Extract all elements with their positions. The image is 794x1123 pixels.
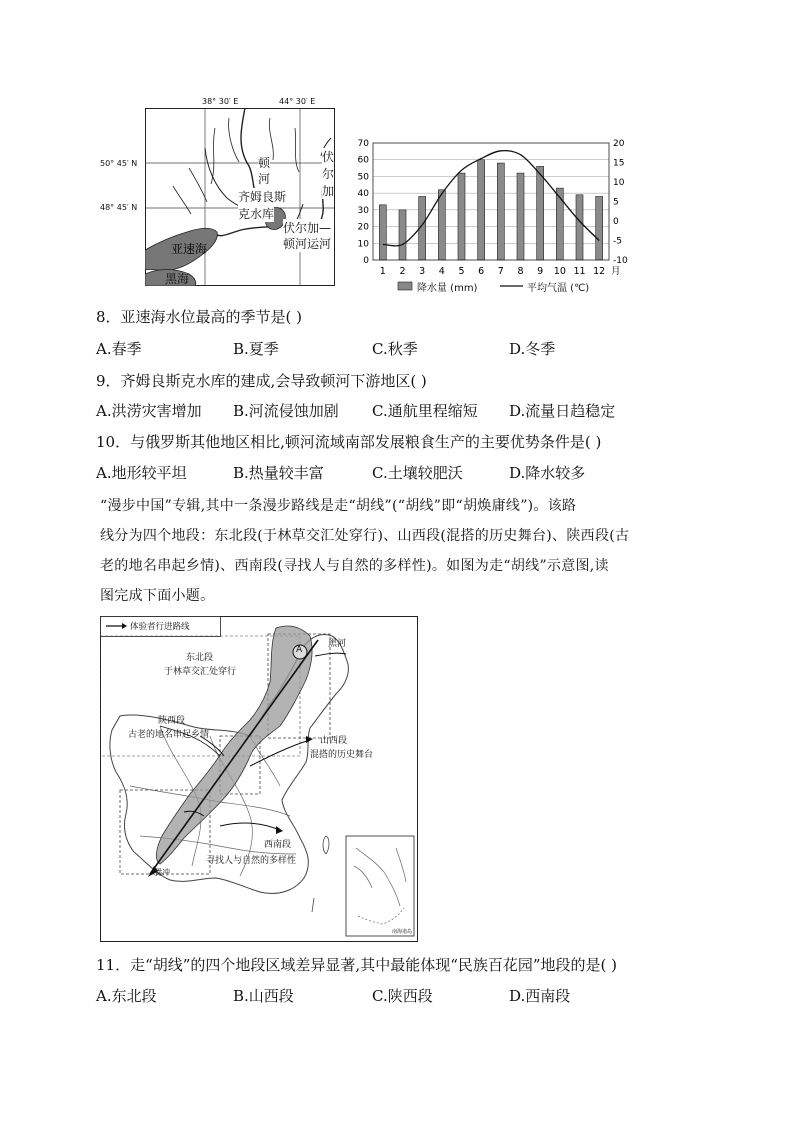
precip-bar xyxy=(478,160,485,260)
precip-bar xyxy=(497,163,504,260)
left-tick-label: 60 xyxy=(357,155,369,166)
lon-label-2: 44° 30′ E xyxy=(279,97,316,106)
lon-label-1: 38° 30′ E xyxy=(202,97,239,106)
legend-precip-swatch xyxy=(398,282,412,290)
lat-label-1: 50° 45′ N xyxy=(100,159,138,168)
month-tick-label: 7 xyxy=(497,266,504,277)
question-11-option-a[interactable]: A.东北段 xyxy=(96,987,157,1005)
right-tick-label: 15 xyxy=(613,158,625,169)
month-tick-label: 4 xyxy=(438,266,445,277)
right-tick-label: 20 xyxy=(613,139,625,149)
question-11-option-c[interactable]: C.陕西段 xyxy=(372,987,433,1005)
question-9-option-b[interactable]: B.河流侵蚀加剧 xyxy=(233,402,339,420)
question-10-option-a[interactable]: A.地形较平坦 xyxy=(96,464,187,482)
precip-bar xyxy=(576,195,583,260)
precip-bar xyxy=(537,166,544,260)
question-8-option-a[interactable]: A.春季 xyxy=(96,340,142,358)
month-tick-label: 10 xyxy=(553,266,566,277)
question-8-option-d[interactable]: D.冬季 xyxy=(509,340,556,358)
precip-bar xyxy=(379,205,386,260)
left-tick-label: 0 xyxy=(363,256,369,266)
map2-sx-title: 陕西段 xyxy=(158,716,186,726)
label-black-sea: 黑海 xyxy=(165,272,190,286)
label-don-2: 河 xyxy=(258,172,271,186)
left-tick-label: 40 xyxy=(357,189,369,200)
question-9-option-a[interactable]: A.洪涝灾害增加 xyxy=(96,402,202,420)
label-don-1: 顿 xyxy=(258,156,271,170)
label-reservoir-2: 克水库 xyxy=(238,207,275,221)
map2-shanxi-title: 山西段 xyxy=(320,736,348,746)
question-11-stem: 11．走“胡线”的四个地段区域差异显著,其中最能体现“民族百花园”地段的是( ) xyxy=(96,956,618,974)
month-unit-label: 月 xyxy=(611,266,621,277)
label-volga-1: 伏 xyxy=(322,150,335,164)
question-10-option-d[interactable]: D.降水较多 xyxy=(509,464,586,482)
month-tick-label: 3 xyxy=(419,266,426,277)
left-tick-label: 50 xyxy=(357,172,369,183)
question-8-option-b[interactable]: B.夏季 xyxy=(233,340,279,358)
map2-heihe: 黑河 xyxy=(328,639,347,649)
map2-ne-desc: 于林草交汇处穿行 xyxy=(164,667,237,677)
question-10-stem: 10．与俄罗斯其他地区相比,顿河流域南部发展粮食生产的主要优势条件是( ) xyxy=(96,433,602,451)
left-tick-label: 20 xyxy=(357,222,369,233)
month-tick-label: 6 xyxy=(478,266,485,277)
lat-label-2: 48° 45′ N xyxy=(100,203,138,212)
label-azov: 亚速海 xyxy=(171,242,208,256)
question-9-option-d[interactable]: D.流量日趋稳定 xyxy=(509,402,616,420)
month-tick-label: 8 xyxy=(517,266,524,277)
legend-precip-label: 降水量 (mm) xyxy=(417,283,478,294)
temperature-line xyxy=(383,151,599,246)
map2-ne-title: 东北段 xyxy=(186,653,214,663)
question-8-option-c[interactable]: C.秋季 xyxy=(372,340,418,358)
precip-bar xyxy=(596,196,603,260)
question-11-option-b[interactable]: B.山西段 xyxy=(233,987,294,1005)
month-tick-label: 11 xyxy=(573,266,586,277)
precip-bar xyxy=(517,173,524,260)
precip-bar xyxy=(438,190,445,260)
month-tick-label: 9 xyxy=(537,266,544,277)
passage-line-3: 老的地名串起乡情)、西南段(寻找人与自然的多样性)。如图为走“胡线”示意图,读 xyxy=(100,558,609,574)
label-canal-1: 伏尔加— xyxy=(283,221,332,235)
passage-line-2: 线分为四个地段：东北段(于林草交汇处穿行)、山西段(混搭的历史舞台)、陕西段(古 xyxy=(100,528,630,544)
month-tick-label: 5 xyxy=(458,266,465,277)
map2-legend-label: 体验者行进路线 xyxy=(130,622,190,632)
question-8-stem: 8．亚速海水位最高的季节是( ) xyxy=(96,308,303,326)
month-tick-label: 1 xyxy=(379,266,386,277)
question-9-stem: 9．齐姆良斯克水库的建成,会导致顿河下游地区( ) xyxy=(96,372,427,390)
passage-line-4: 图完成下面小题。 xyxy=(100,588,215,604)
right-tick-label: -5 xyxy=(613,236,622,247)
label-canal-2: 顿河运河 xyxy=(283,237,332,251)
label-volga-2: 尔 xyxy=(322,167,335,181)
right-tick-label: 10 xyxy=(613,178,625,188)
map2-tengchong: 腾冲 xyxy=(154,868,170,877)
legend-temp-label: 平均气温 (℃) xyxy=(527,283,590,294)
map2-sw-desc: 寻找人与自然的多样性 xyxy=(206,856,297,866)
map2-sw-title: 西南段 xyxy=(264,840,292,850)
precip-bar xyxy=(556,188,563,260)
question-10-option-c[interactable]: C.土壤较肥沃 xyxy=(372,464,463,482)
right-tick-label: 0 xyxy=(613,217,619,227)
hu-line-map-svg xyxy=(100,616,418,942)
precip-bar xyxy=(458,173,465,260)
precip-bar xyxy=(399,210,406,260)
climate-chart xyxy=(345,132,635,297)
map2-sx-desc: 古老的地名串起乡情 xyxy=(128,730,210,740)
map2-point-a: A xyxy=(296,645,303,655)
map2-shanxi-desc: 混搭的历史舞台 xyxy=(310,750,374,760)
label-volga-3: 加 xyxy=(322,184,335,198)
left-tick-label: 10 xyxy=(357,239,369,250)
climate-chart-svg xyxy=(345,132,635,297)
right-tick-label: 5 xyxy=(613,197,619,208)
question-9-option-c[interactable]: C.通航里程缩短 xyxy=(372,402,478,420)
question-11-option-d[interactable]: D.西南段 xyxy=(509,987,571,1005)
month-tick-label: 2 xyxy=(399,266,406,277)
passage-line-1: “漫步中国”专辑,其中一条漫步路线是走“胡线”(“胡线”即“胡焕庸线”)。该路 xyxy=(100,498,577,514)
month-tick-label: 12 xyxy=(593,266,606,277)
label-reservoir-1: 齐姆良斯 xyxy=(238,190,287,204)
question-10-option-b[interactable]: B.热量较丰富 xyxy=(233,464,324,482)
hu-line-map xyxy=(100,616,418,942)
right-tick-label: -10 xyxy=(613,256,628,266)
left-tick-label: 30 xyxy=(357,205,369,216)
left-tick-label: 70 xyxy=(357,139,369,149)
map2-inset-label: 南海诸岛 xyxy=(392,929,413,935)
